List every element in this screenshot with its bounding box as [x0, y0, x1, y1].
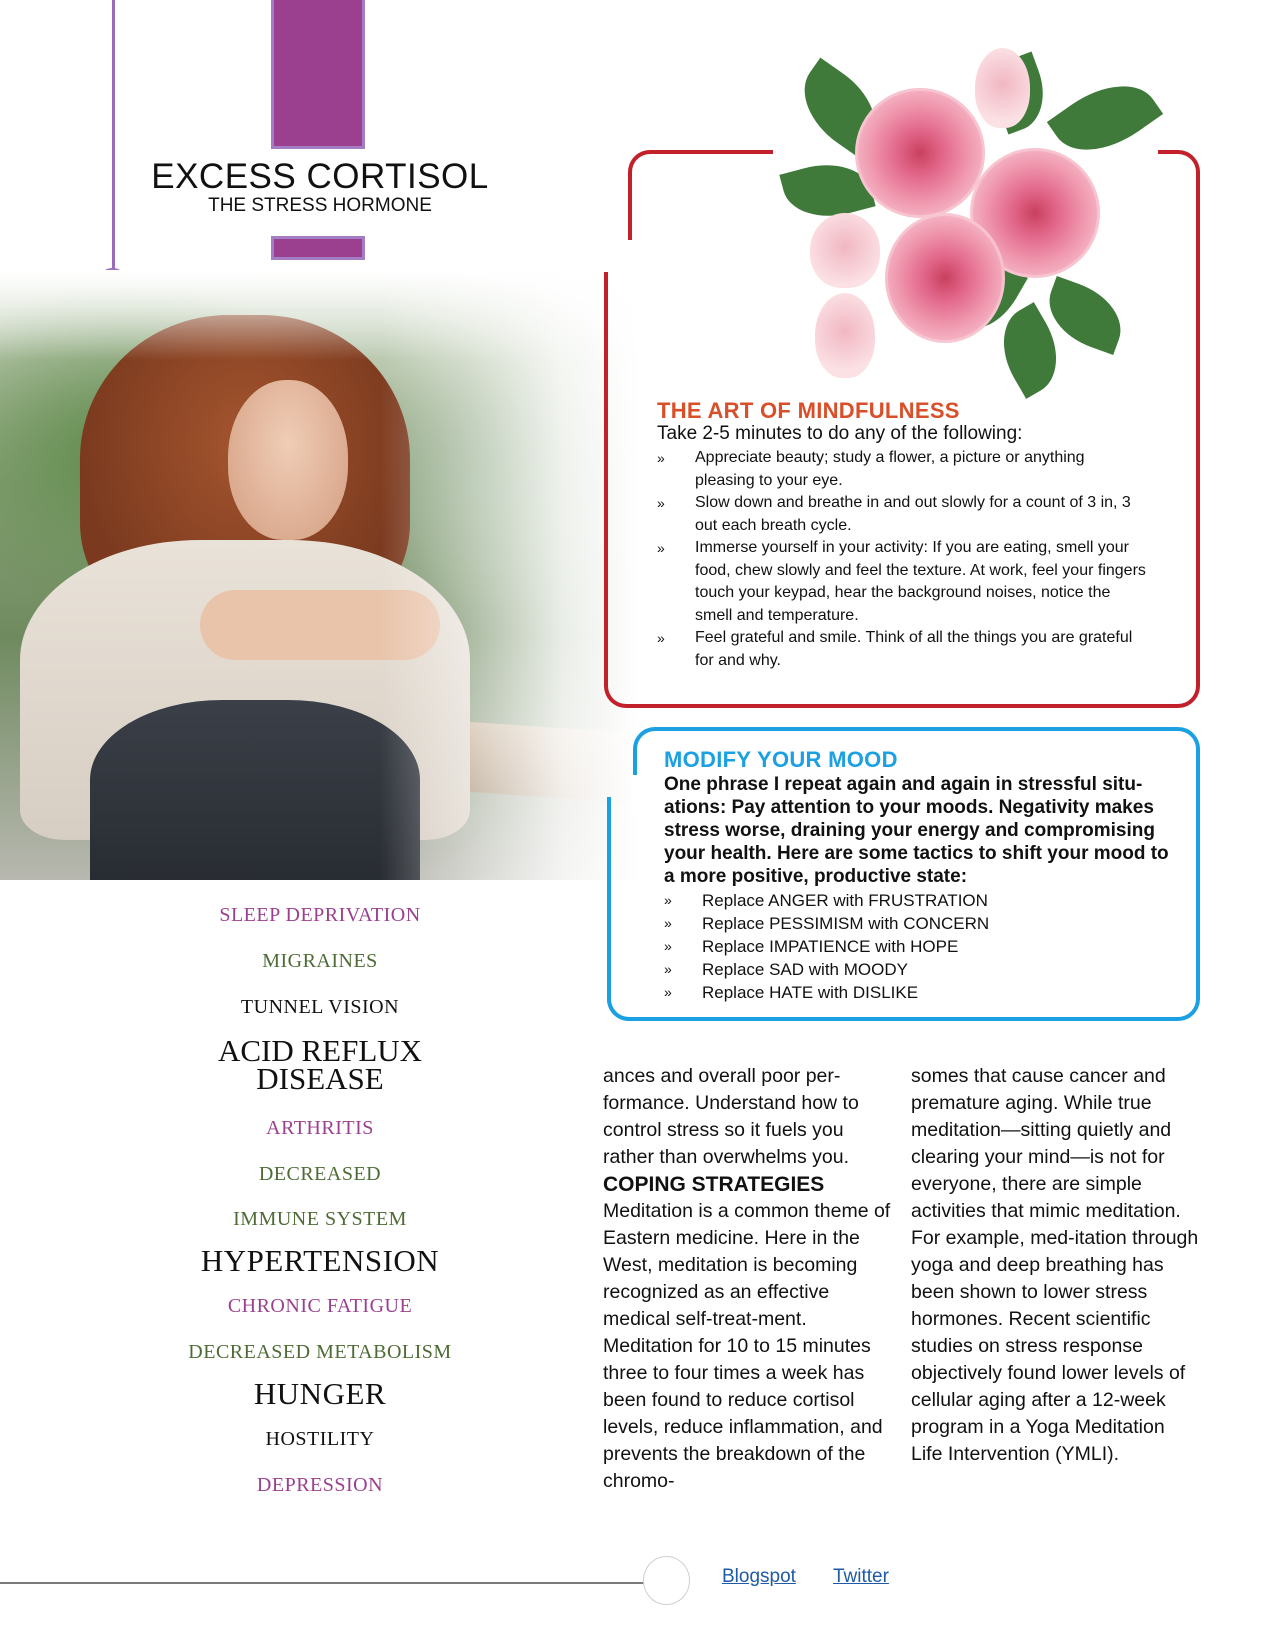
article-paragraph: Meditation is a common theme of Eastern medicine. Here in the West, meditation is becoming recognized as an effective medical self-treat-ment. Meditation for 10 to 15 minutes three to four times a week has been found to reduce cortisol levels, reduce inflammation, and prevents the breakdown of the chromo-: [603, 1200, 891, 1492]
symptom-word: IMMUNE SYSTEM: [233, 1208, 407, 1230]
symptom-word: TUNNEL VISION: [240, 996, 400, 1018]
footer-divider: [0, 1582, 645, 1584]
box-corner-bottom-left: [607, 982, 631, 1021]
page-subtitle: THE STRESS HORMONE: [208, 195, 432, 216]
decorative-vertical-line: [112, 0, 115, 272]
blogspot-link[interactable]: Blogspot: [722, 1566, 796, 1587]
symptom-word: HOSTILITY: [265, 1428, 375, 1450]
decorative-purple-bar: [271, 0, 365, 149]
list-item: » Slow down and breathe in and out slowly for a count of 3 in, 3 out each breath cycle.: [657, 494, 1131, 534]
decorative-purple-small-bar: [271, 236, 365, 260]
box-corner-top-left: [628, 150, 773, 240]
bullet-icon: »: [664, 984, 672, 1000]
bullet-icon: »: [657, 540, 665, 556]
symptom-word: SLEEP DEPRIVATION: [219, 904, 421, 926]
box-left-line: [607, 797, 611, 1002]
mindfulness-list: [657, 447, 1147, 672]
bullet-icon: »: [664, 892, 672, 908]
page-title: EXCESS CORTISOL: [151, 157, 489, 196]
symptom-word: DECREASED METABOLISM: [188, 1341, 452, 1363]
bullet-icon: »: [664, 938, 672, 954]
list-item: » Immerse yourself in your activity: If you are eating, smell your food, chew slowly and feel the texture. At work, feel your fingers touch your keypad, hear the background noises, notice the smell and temperature.: [657, 539, 1146, 624]
mood-heading: MODIFY YOUR MOOD: [664, 747, 898, 772]
list-item: » Replace PESSIMISM with CONCERN: [664, 914, 990, 933]
roses-image: [785, 48, 1160, 383]
list-item: » Appreciate beauty; study a flower, a picture or anything pleasing to your eye.: [657, 449, 1085, 489]
list-item: » Replace HATE with DISLIKE: [664, 983, 919, 1002]
mood-intro: One phrase I repeat again and again in stressful situ-ations: Pay attention to your moods. Negativity makes stress worse, draining your energy and compromising your health. Here are some tactics to shift your mood to a more positive, productive state:: [664, 774, 1169, 887]
article-column-2: [911, 1063, 1201, 1468]
mood-list: [664, 889, 1164, 1004]
mindfulness-heading: THE ART OF MINDFULNESS: [657, 398, 960, 423]
bullet-icon: »: [664, 915, 672, 931]
box-left-line: [604, 272, 608, 472]
symptom-word: DISEASE: [256, 1061, 384, 1096]
symptom-word: DECREASED: [258, 1163, 382, 1185]
symptom-word: DEPRESSION: [256, 1474, 384, 1496]
bullet-icon: »: [657, 495, 665, 511]
face: [228, 380, 348, 540]
list-item: » Feel grateful and smile. Think of all the things you are grateful for and why.: [657, 629, 1133, 669]
symptom-word-cloud: [150, 905, 490, 1495]
symptom-word: ARTHRITIS: [266, 1117, 374, 1139]
symptom-word: MIGRAINES: [262, 950, 378, 972]
box-corner-top-right: [1158, 150, 1200, 460]
article-column-1: [603, 1063, 893, 1495]
page-number-circle: [643, 1556, 690, 1605]
bullet-icon: »: [657, 450, 665, 466]
bullet-icon: »: [657, 630, 665, 646]
symptom-word: CHRONIC FATIGUE: [227, 1295, 413, 1317]
list-item: » Replace ANGER with FRUSTRATION: [664, 891, 988, 910]
article-paragraph: somes that cause cancer and premature aging. While true meditation—sitting quietly and clearing your mind—is not for everyone, there are simple activities that mimic meditation. For example, med-itation through yoga and deep breathing has been shown to lower stress hormones. Recent scientific studies on stress response objectively found lower levels of cellular aging after a 12-week program in a Yoga Meditation Life Intervention (YMLI).: [911, 1065, 1199, 1465]
twitter-link[interactable]: Twitter: [833, 1566, 889, 1587]
section-heading: COPING STRATEGIES: [603, 1173, 825, 1196]
symptom-word: ACID REFLUX: [217, 1033, 423, 1068]
list-item: » Replace IMPATIENCE with HOPE: [664, 937, 959, 956]
bullet-icon: »: [664, 961, 672, 977]
stressed-woman-photo: [0, 270, 640, 880]
mindfulness-intro: Take 2-5 minutes to do any of the following:: [657, 423, 1023, 444]
symptom-word: HYPERTENSION: [200, 1243, 440, 1278]
article-paragraph: ances and overall poor per-formance. Understand how to control stress so it fuels you rather than overwhelms you.: [603, 1065, 859, 1168]
symptom-word: HUNGER: [253, 1376, 387, 1411]
list-item: » Replace SAD with MOODY: [664, 960, 908, 979]
